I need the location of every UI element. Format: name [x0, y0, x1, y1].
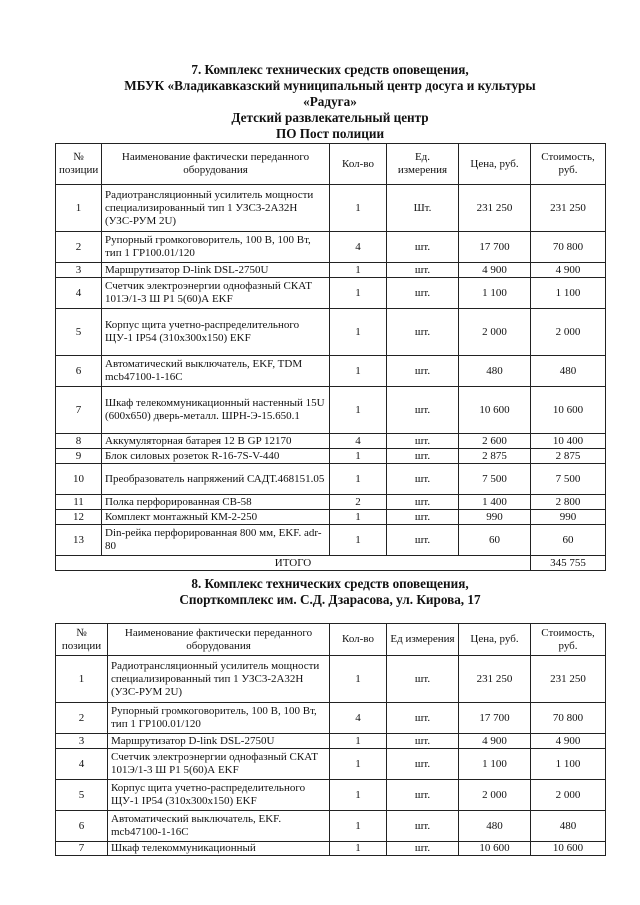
cell-unit: шт.: [387, 387, 459, 434]
header-cell: Кол-во: [330, 144, 387, 185]
cell-price: 2 000: [459, 780, 531, 811]
cell-name: Комплект монтажный КМ-2-250: [102, 510, 330, 525]
cell-num: 13: [56, 525, 102, 556]
cell-cost: 7 500: [531, 464, 606, 495]
cell-name: Автоматический выключатель, EKF, TDM mcb47100-1-16C: [102, 356, 330, 387]
title-line: 8. Комплекс технических средств оповещения,: [191, 576, 469, 591]
table-row: [56, 185, 606, 232]
table-row: [56, 464, 606, 495]
cell-num: 4: [56, 749, 108, 780]
section-2-title: [60, 576, 600, 608]
cell-name: Блок силовых розеток R-16-7S-V-440: [102, 449, 330, 464]
cell-num: 6: [56, 356, 102, 387]
cell-qty: 1: [330, 356, 387, 387]
cell-unit: шт.: [387, 656, 459, 703]
cell-name: Маршрутизатор D-link DSL-2750U: [102, 263, 330, 278]
cell-cost: 10 600: [531, 387, 606, 434]
title-line: «Радуга»: [303, 94, 357, 109]
equipment-table-2: [55, 623, 606, 856]
cell-name: Din-рейка перфорированная 800 мм, EKF. adr-80: [102, 525, 330, 556]
header-cell: № позиции: [56, 144, 102, 185]
cell-price: 10 600: [459, 387, 531, 434]
cell-unit: шт.: [387, 434, 459, 449]
cell-qty: 1: [330, 387, 387, 434]
cell-cost: 4 900: [531, 263, 606, 278]
cell-cost: 2 000: [531, 780, 606, 811]
cell-unit: шт.: [387, 703, 459, 734]
cell-price: 231 250: [459, 656, 531, 703]
table-row: [56, 278, 606, 309]
total-label: ИТОГО: [56, 556, 531, 571]
header-cell: Кол-во: [330, 624, 387, 656]
cell-price: 60: [459, 525, 531, 556]
cell-qty: 1: [330, 185, 387, 232]
table-row: [56, 263, 606, 278]
cell-cost: 231 250: [531, 185, 606, 232]
cell-qty: 1: [330, 656, 387, 703]
cell-num: 2: [56, 232, 102, 263]
cell-unit: шт.: [387, 495, 459, 510]
cell-cost: 1 100: [531, 278, 606, 309]
table-row: [56, 495, 606, 510]
cell-num: 1: [56, 656, 108, 703]
cell-name: Корпус щита учетно-распределительного ЩУ-1 IP54 (310х300х150) EKF: [102, 309, 330, 356]
cell-cost: 70 800: [531, 703, 606, 734]
cell-num: 2: [56, 703, 108, 734]
cell-unit: шт.: [387, 263, 459, 278]
table-row: [56, 734, 606, 749]
cell-price: 2 875: [459, 449, 531, 464]
cell-price: 480: [459, 356, 531, 387]
cell-name: Радиотрансляционный усилитель мощности специализированный тип 1 УЗС3-2А32Н (УЗС-РУМ 2U): [102, 185, 330, 232]
table-row: [56, 449, 606, 464]
cell-price: 4 900: [459, 734, 531, 749]
table-header-row: [56, 144, 606, 185]
table-row: [56, 525, 606, 556]
total-value: 345 755: [531, 556, 606, 571]
cell-unit: шт.: [387, 811, 459, 842]
cell-qty: 1: [330, 811, 387, 842]
header-cell: Наименование фактически переданного оборудования: [108, 624, 330, 656]
cell-price: 10 600: [459, 842, 531, 856]
cell-num: 7: [56, 842, 108, 856]
cell-price: 2 000: [459, 309, 531, 356]
cell-cost: 1 100: [531, 749, 606, 780]
cell-unit: шт.: [387, 356, 459, 387]
cell-cost: 480: [531, 811, 606, 842]
cell-qty: 1: [330, 842, 387, 856]
cell-unit: Шт.: [387, 185, 459, 232]
cell-unit: шт.: [387, 278, 459, 309]
cell-cost: 10 600: [531, 842, 606, 856]
cell-num: 5: [56, 780, 108, 811]
cell-num: 11: [56, 495, 102, 510]
table-row: [56, 232, 606, 263]
cell-cost: 990: [531, 510, 606, 525]
cell-price: 990: [459, 510, 531, 525]
table-row: [56, 749, 606, 780]
cell-price: 480: [459, 811, 531, 842]
cell-qty: 4: [330, 232, 387, 263]
cell-price: 1 100: [459, 749, 531, 780]
cell-name: Маршрутизатор D-link DSL-2750U: [108, 734, 330, 749]
cell-cost: 231 250: [531, 656, 606, 703]
cell-unit: шт.: [387, 449, 459, 464]
cell-name: Шкаф телекоммуникационный: [108, 842, 330, 856]
cell-price: 231 250: [459, 185, 531, 232]
header-cell: Наименование фактически переданного оборудования: [102, 144, 330, 185]
cell-qty: 1: [330, 525, 387, 556]
cell-name: Преобразователь напряжений САДТ.468151.05: [102, 464, 330, 495]
cell-name: Шкаф телекоммуникационный настенный 15U (600х650) дверь-металл. ШРН-Э-15.650.1: [102, 387, 330, 434]
cell-unit: шт.: [387, 734, 459, 749]
title-line: Спорткомплекс им. С.Д. Дзарасова, ул. Кирова, 17: [179, 592, 481, 607]
cell-cost: 4 900: [531, 734, 606, 749]
cell-qty: 4: [330, 703, 387, 734]
cell-unit: шт.: [387, 232, 459, 263]
cell-unit: шт.: [387, 510, 459, 525]
cell-num: 8: [56, 434, 102, 449]
header-cell: Цена, руб.: [459, 624, 531, 656]
cell-cost: 2 800: [531, 495, 606, 510]
cell-price: 7 500: [459, 464, 531, 495]
table-row: [56, 510, 606, 525]
cell-price: 17 700: [459, 232, 531, 263]
cell-cost: 2 875: [531, 449, 606, 464]
cell-price: 1 100: [459, 278, 531, 309]
section-1-title: [60, 62, 600, 142]
cell-unit: шт.: [387, 749, 459, 780]
cell-cost: 70 800: [531, 232, 606, 263]
cell-unit: шт.: [387, 309, 459, 356]
table-row: [56, 656, 606, 703]
cell-qty: 1: [330, 510, 387, 525]
table-header-row: [56, 624, 606, 656]
cell-name: Радиотрансляционный усилитель мощности специализированный тип 1 УЗС3-2А32Н (УЗС-РУМ 2U): [108, 656, 330, 703]
equipment-table-1: [55, 143, 606, 571]
cell-cost: 60: [531, 525, 606, 556]
cell-unit: шт.: [387, 780, 459, 811]
cell-num: 3: [56, 734, 108, 749]
cell-num: 1: [56, 185, 102, 232]
table-row: [56, 356, 606, 387]
cell-name: Счетчик электроэнергии однофазный СКАТ 101Э/1-3 Ш Р1 5(60)А EKF: [102, 278, 330, 309]
cell-name: Корпус щита учетно-распределительного ЩУ-1 IP54 (310х300х150) EKF: [108, 780, 330, 811]
cell-num: 5: [56, 309, 102, 356]
title-line: 7. Комплекс технических средств оповещения,: [191, 62, 469, 77]
table-row: [56, 309, 606, 356]
cell-cost: 10 400: [531, 434, 606, 449]
table-row: [56, 780, 606, 811]
cell-unit: шт.: [387, 464, 459, 495]
cell-price: 17 700: [459, 703, 531, 734]
cell-cost: 2 000: [531, 309, 606, 356]
table-row: [56, 387, 606, 434]
cell-qty: 4: [330, 434, 387, 449]
title-line: ПО Пост полиции: [275, 126, 385, 141]
cell-name: Аккумуляторная батарея 12 В GP 12170: [102, 434, 330, 449]
cell-price: 1 400: [459, 495, 531, 510]
cell-num: 10: [56, 464, 102, 495]
header-cell: № позиции: [56, 624, 108, 656]
cell-qty: 1: [330, 309, 387, 356]
header-cell: Ед измерения: [387, 624, 459, 656]
cell-qty: 1: [330, 263, 387, 278]
cell-num: 9: [56, 449, 102, 464]
cell-num: 6: [56, 811, 108, 842]
cell-qty: 2: [330, 495, 387, 510]
cell-qty: 1: [330, 449, 387, 464]
header-cell: Ед. измерения: [387, 144, 459, 185]
cell-num: 7: [56, 387, 102, 434]
header-cell: Цена, руб.: [459, 144, 531, 185]
header-cell: Стоимость, руб.: [531, 624, 606, 656]
cell-qty: 1: [330, 464, 387, 495]
cell-unit: шт.: [387, 842, 459, 856]
cell-name: Рупорный громкоговоритель, 100 В, 100 Вт, тип 1 ГР100.01/120: [108, 703, 330, 734]
cell-name: Рупорный громкоговоритель, 100 В, 100 Вт, тип 1 ГР100.01/120: [102, 232, 330, 263]
cell-price: 2 600: [459, 434, 531, 449]
table-row: [56, 811, 606, 842]
cell-qty: 1: [330, 278, 387, 309]
cell-qty: 1: [330, 749, 387, 780]
cell-name: Счетчик электроэнергии однофазный СКАТ 101Э/1-3 Ш Р1 5(60)А EKF: [108, 749, 330, 780]
cell-num: 12: [56, 510, 102, 525]
cell-qty: 1: [330, 780, 387, 811]
table-row: [56, 434, 606, 449]
cell-name: Полка перфорированная СВ-58: [102, 495, 330, 510]
title-line: МБУК «Владикавказский муниципальный центр досуга и культуры: [124, 78, 536, 93]
cell-name: Автоматический выключатель, EKF. mcb47100-1-16C: [108, 811, 330, 842]
table-row: [56, 703, 606, 734]
header-cell: Стоимость, руб.: [531, 144, 606, 185]
cell-cost: 480: [531, 356, 606, 387]
cell-price: 4 900: [459, 263, 531, 278]
title-line: Детский развлекательный центр: [231, 110, 429, 125]
cell-qty: 1: [330, 734, 387, 749]
cell-unit: шт.: [387, 525, 459, 556]
cell-num: 3: [56, 263, 102, 278]
cell-num: 4: [56, 278, 102, 309]
total-row: [56, 556, 606, 571]
table-row: [56, 842, 606, 856]
